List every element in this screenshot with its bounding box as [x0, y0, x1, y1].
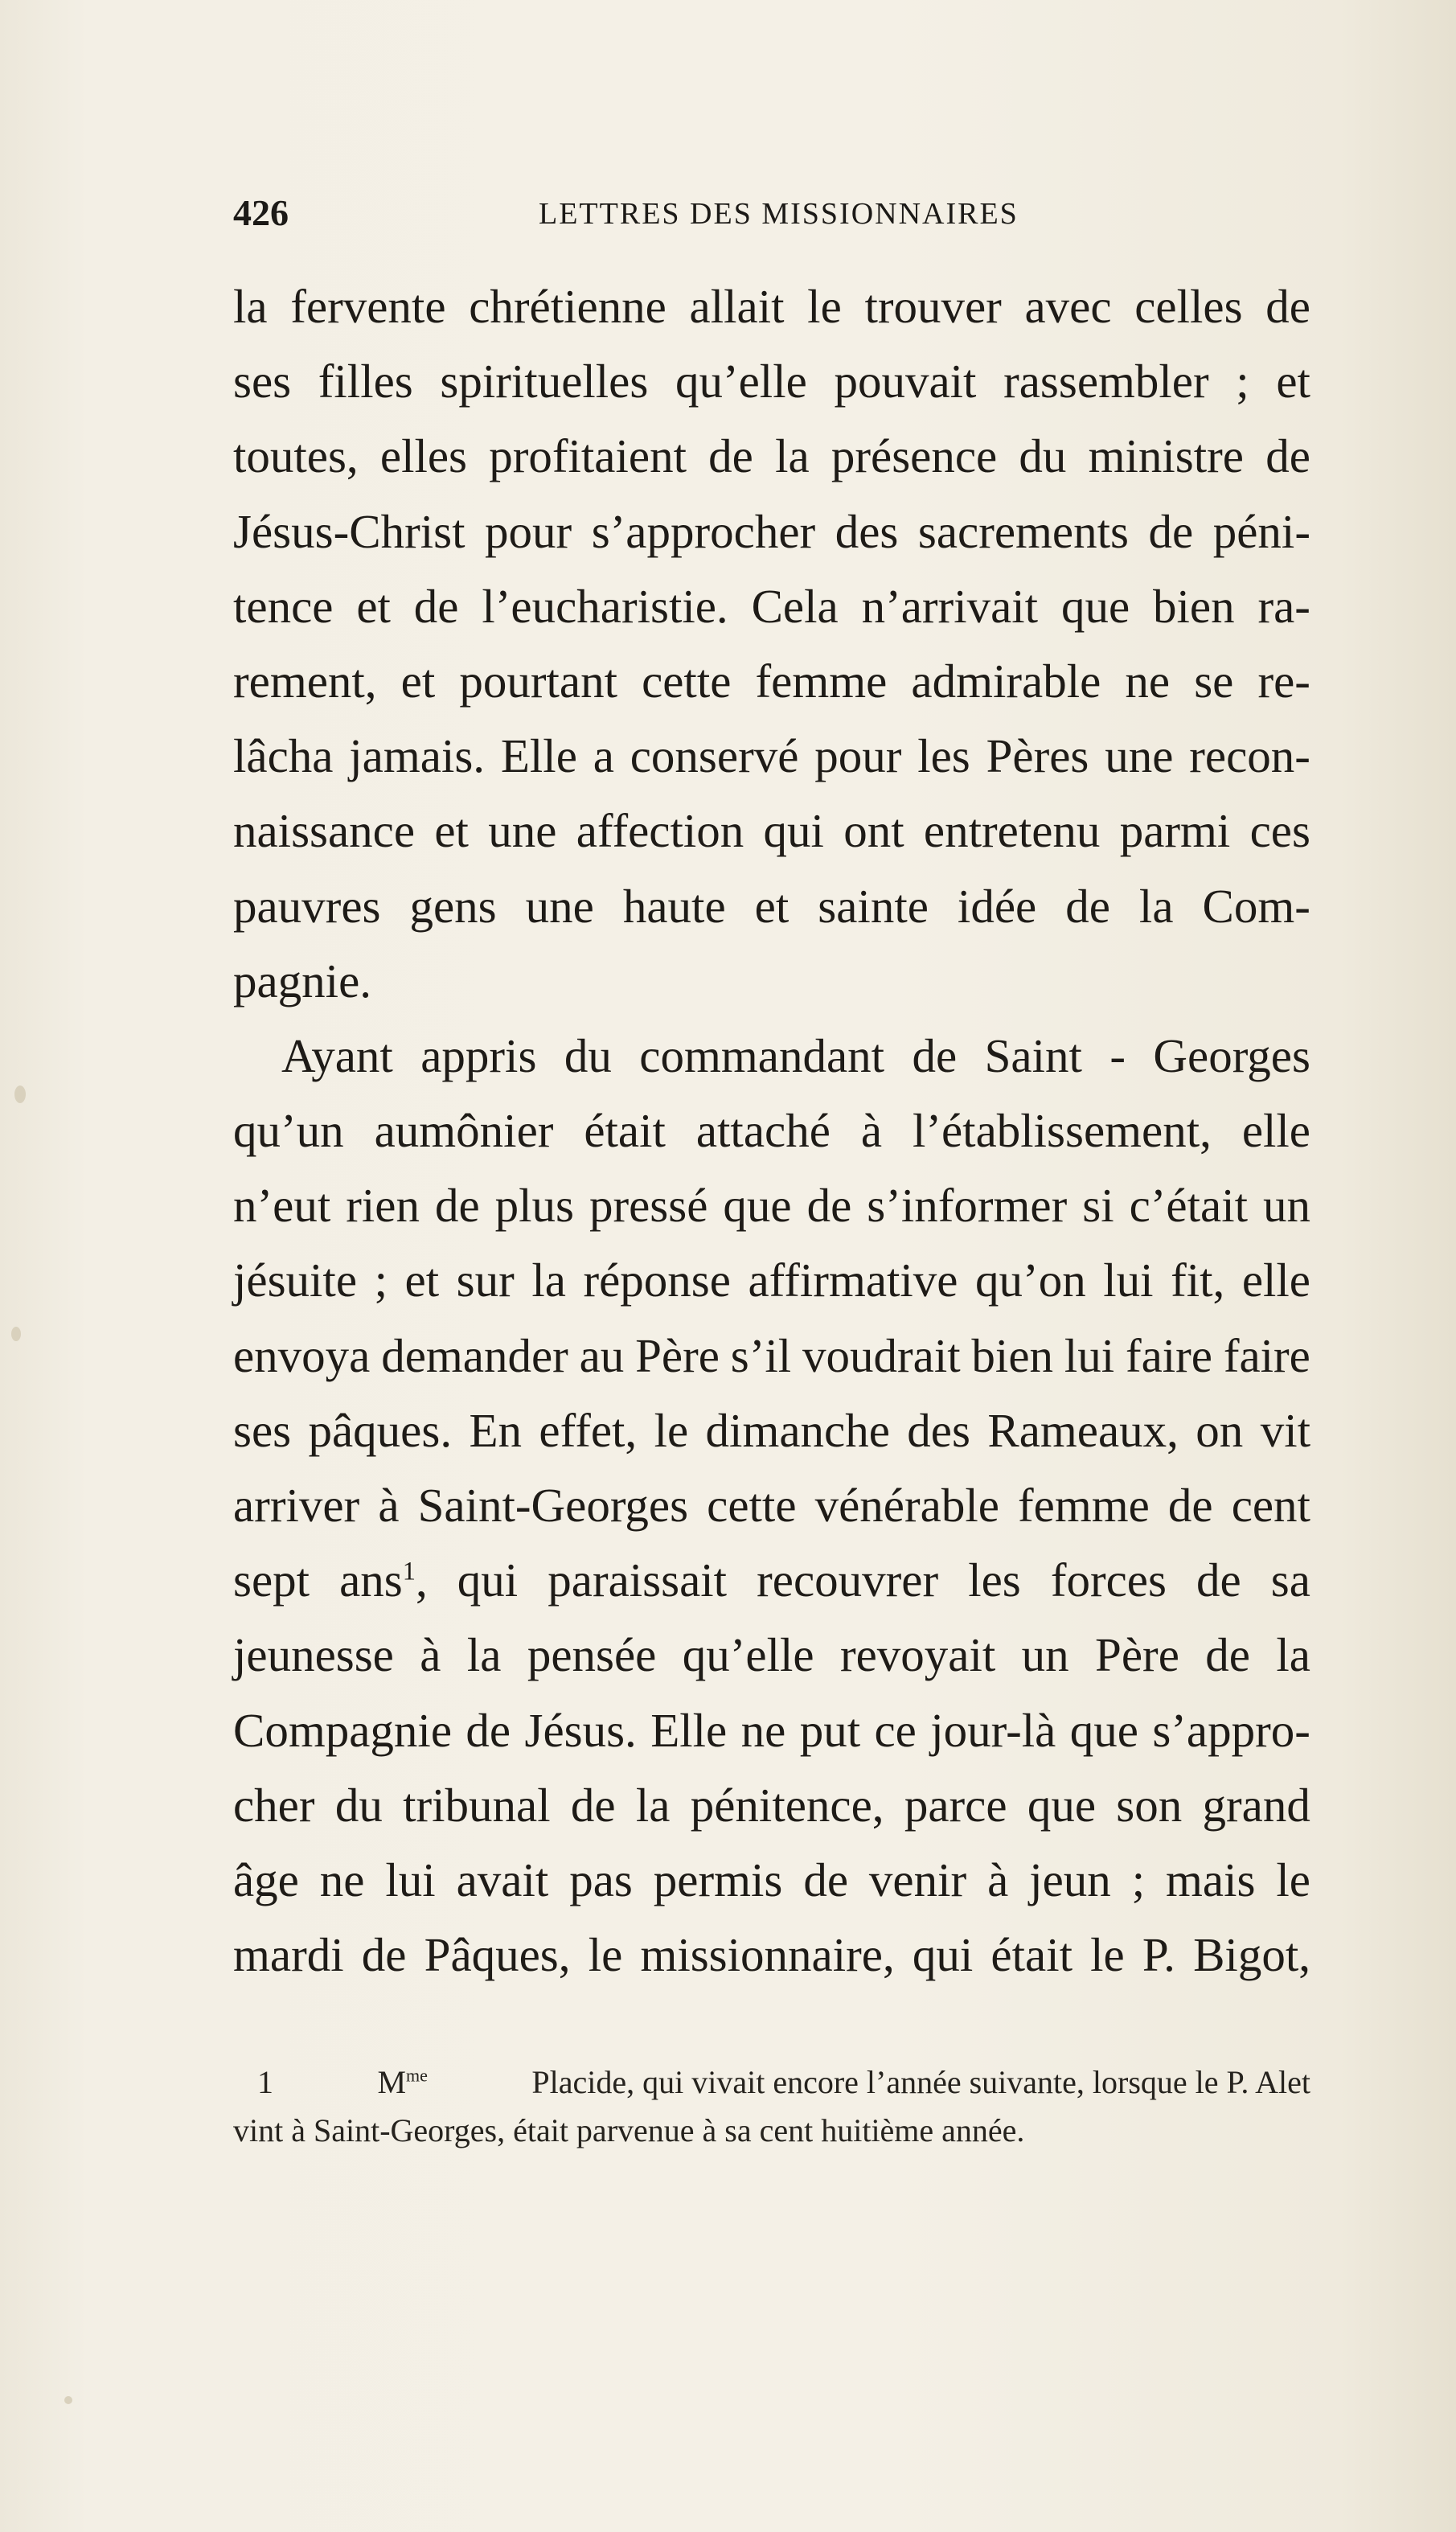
word: qu’elle [675, 355, 807, 408]
word: de [1065, 879, 1110, 933]
word: c’était [1129, 1179, 1248, 1233]
word: arriver [233, 1479, 360, 1532]
text-line [233, 1543, 1310, 1618]
word: lui [385, 1853, 436, 1906]
word: lui [1064, 1328, 1115, 1382]
word: Pères [986, 729, 1089, 783]
word: elles [379, 429, 468, 483]
paper-speck [64, 2396, 72, 2404]
word: du [1019, 429, 1067, 483]
word: faire [1223, 1328, 1310, 1382]
word: s’appro- [1152, 1703, 1310, 1757]
word: aumônier [374, 1104, 554, 1158]
word: le [1090, 1928, 1125, 1982]
word: missionnaire, [640, 1928, 895, 1982]
word: ne [319, 1853, 365, 1906]
word: des [907, 1403, 970, 1457]
word: qui [457, 1553, 519, 1607]
word: faire [1125, 1328, 1212, 1382]
word: idée [957, 879, 1037, 933]
word: à [420, 1628, 441, 1682]
word: une [1105, 729, 1174, 783]
word: présence [831, 429, 998, 483]
word: du [564, 1028, 612, 1082]
word: péni- [1212, 504, 1310, 558]
word: un [1262, 1179, 1310, 1233]
text-line [233, 1693, 1310, 1768]
word: de [708, 429, 753, 483]
word: gens [409, 879, 497, 933]
word: vit [1260, 1403, 1310, 1457]
word: pâques. [308, 1403, 453, 1457]
text-line [233, 1768, 1310, 1843]
word: de [1205, 1628, 1250, 1682]
text-line [233, 569, 1310, 644]
footnote-line-1-rest: Placide, qui vivait encore l’année suivante, lorsque le P. Alet [531, 2064, 1310, 2100]
word: était [584, 1104, 666, 1158]
word: du [334, 1778, 383, 1832]
footnote-title-abbrev: M [377, 2064, 407, 2100]
paper-speck [11, 1327, 21, 1341]
word: admirable [911, 654, 1101, 708]
word: Rameaux, [987, 1403, 1179, 1457]
word: haute [622, 879, 726, 933]
word: re- [1257, 654, 1310, 708]
word: ce [874, 1703, 917, 1757]
text-line [233, 269, 1310, 344]
word: sa [1270, 1553, 1310, 1607]
word: ont [843, 804, 904, 858]
word: - [1109, 1028, 1126, 1082]
word: sur [456, 1254, 515, 1307]
word: attaché [695, 1104, 831, 1158]
word: Père [1095, 1628, 1179, 1682]
word: on [1196, 1403, 1244, 1457]
word: la [233, 280, 268, 333]
word: ne [740, 1703, 786, 1757]
word: de [1196, 1553, 1241, 1607]
footnote-line-2: vint à Saint-Georges, était parvenue à sa cent huitième année. [233, 2112, 1025, 2148]
word: s’il [730, 1328, 792, 1382]
word: de [803, 1853, 848, 1906]
word: le [588, 1928, 623, 1982]
word: commandant [639, 1028, 885, 1082]
word: parmi [1119, 804, 1231, 858]
word: cent [1231, 1479, 1310, 1532]
text-line [233, 1843, 1310, 1918]
word: ra- [1257, 579, 1310, 633]
word: Saint [984, 1028, 1082, 1082]
word: cette [707, 1479, 797, 1532]
word: que [1060, 579, 1130, 633]
word: ans$^1$, [339, 1553, 428, 1607]
word: jeun [1029, 1853, 1111, 1906]
word: le [1276, 1853, 1310, 1906]
word: trouver [864, 280, 1002, 333]
word: pagnie. [233, 954, 372, 1007]
word: de [413, 579, 459, 633]
word: profitaient [489, 429, 687, 483]
word: lui [1103, 1254, 1154, 1307]
word: bien [971, 1328, 1054, 1382]
footnote-line [233, 2058, 1310, 2107]
word: effet, [539, 1403, 638, 1457]
word: avait [456, 1853, 549, 1906]
word: était [990, 1928, 1073, 1982]
word: avec [1024, 280, 1112, 333]
page-header [233, 191, 1310, 248]
word: et [434, 804, 469, 858]
text-line [233, 719, 1310, 794]
word: rement, [233, 654, 377, 708]
word: son [1116, 1778, 1183, 1832]
word: forces [1050, 1553, 1167, 1607]
word: affirmative [748, 1254, 958, 1307]
word: Elle [650, 1703, 728, 1757]
word: femme [1018, 1479, 1150, 1532]
footnote-title-sup: me [406, 2065, 428, 2086]
word: des [835, 504, 899, 558]
word: filles [318, 355, 413, 408]
footnote-line [233, 2107, 1310, 2155]
word: et [404, 1254, 440, 1307]
word: voudrait [802, 1328, 961, 1382]
word: appris [420, 1028, 537, 1082]
word: Pâques, [424, 1928, 571, 1982]
word: toutes, [233, 429, 359, 483]
word: pensée [527, 1628, 657, 1682]
word: de [912, 1028, 958, 1082]
text-line [233, 794, 1310, 868]
word: si [1082, 1179, 1114, 1233]
word: sept [233, 1553, 310, 1607]
word: venir [868, 1853, 967, 1906]
word: elle [1241, 1254, 1310, 1307]
word: celles [1134, 280, 1243, 333]
word: jour-là [930, 1703, 1056, 1757]
word: a [593, 729, 614, 783]
word: que [1069, 1703, 1138, 1757]
text-line [233, 1468, 1310, 1543]
word: et [356, 579, 391, 633]
word: tribunal [403, 1778, 551, 1832]
word: pressé [589, 1179, 708, 1233]
word: de [570, 1778, 616, 1832]
word: dimanche [705, 1403, 890, 1457]
word: de [1167, 1479, 1213, 1532]
word: ses [233, 355, 292, 408]
text-line [233, 1918, 1310, 1992]
footnote-title [377, 2058, 427, 2107]
word: Père [635, 1328, 720, 1382]
word: que [1027, 1778, 1096, 1832]
text-line [233, 494, 1310, 569]
word: sacrements [917, 504, 1129, 558]
word: et [754, 879, 790, 933]
word: s’approcher [591, 504, 816, 558]
word: les [968, 1553, 1021, 1607]
word: envoya [233, 1328, 371, 1382]
word: bien [1153, 579, 1235, 633]
word: conservé [630, 729, 799, 783]
word: au [579, 1328, 625, 1382]
text-line [233, 1019, 1310, 1094]
word: paraissait [548, 1553, 728, 1607]
word: de [361, 1928, 407, 1982]
word: n’eut [233, 1179, 331, 1233]
word: ministre [1088, 429, 1244, 483]
word: rassembler [1003, 355, 1209, 408]
word: un [1021, 1628, 1069, 1682]
word: tence [233, 579, 334, 633]
word: la [775, 429, 810, 483]
word: recon- [1189, 729, 1310, 783]
word: femme [755, 654, 888, 708]
word: pourtant [459, 654, 617, 708]
word: parce [904, 1778, 1007, 1832]
word: lâcha [233, 729, 334, 783]
word: demander [381, 1328, 568, 1382]
word: de [466, 1703, 511, 1757]
text-line [233, 1618, 1310, 1693]
word: réponse [583, 1254, 731, 1307]
word: la [635, 1778, 671, 1832]
text-line [233, 1393, 1310, 1468]
word: spirituelles [440, 355, 649, 408]
word: ne [1125, 654, 1171, 708]
word: allait [689, 280, 785, 333]
word: Bigot, [1193, 1928, 1310, 1982]
text-line [233, 644, 1310, 719]
text-line [233, 1319, 1310, 1393]
text-line [233, 1168, 1310, 1243]
word: En [469, 1403, 523, 1457]
word: la [466, 1628, 502, 1682]
word: et [400, 654, 436, 708]
word: pauvres [233, 879, 381, 933]
word: l’établissement, [912, 1104, 1212, 1158]
word: qui [912, 1928, 974, 1982]
word: pouvait [834, 355, 977, 408]
word: vénérable [814, 1479, 999, 1532]
word: chrétienne [469, 280, 666, 333]
word: revoyait [839, 1628, 996, 1682]
word: jésuite [233, 1254, 358, 1307]
word: P. [1142, 1928, 1175, 1982]
word: une [525, 879, 594, 933]
word: recouvrer [757, 1553, 939, 1607]
text-line [233, 1094, 1310, 1168]
word: elle [1241, 1104, 1310, 1158]
word: que [723, 1179, 792, 1233]
word: sainte [818, 879, 929, 933]
word: Elle [500, 729, 577, 783]
word: qu’elle [682, 1628, 814, 1682]
word: pénitence, [690, 1778, 884, 1832]
footnote-marker: 1 [257, 2064, 273, 2100]
word: Jésus. [524, 1703, 637, 1757]
word: et [1276, 355, 1310, 408]
word: Georges [1153, 1028, 1310, 1082]
text-line [233, 1243, 1310, 1318]
word: rien [346, 1179, 420, 1233]
word: naissance [233, 804, 416, 858]
word: put [799, 1703, 861, 1757]
word: pas [569, 1853, 633, 1906]
word: le [654, 1403, 689, 1457]
word: s’informer [867, 1179, 1068, 1233]
word: pour [814, 729, 902, 783]
word: fervente [290, 280, 446, 333]
word: ; [374, 1254, 388, 1307]
footnote [233, 2058, 1310, 2155]
word: Saint-Georges [417, 1479, 689, 1532]
word: la [531, 1254, 566, 1307]
word: jamais. [349, 729, 486, 783]
text-line [233, 944, 1310, 1019]
word: pour [485, 504, 572, 558]
running-title: LETTRES DES MISSIONNAIRES [539, 197, 1019, 231]
word: jeunesse [233, 1628, 394, 1682]
word: qui [763, 804, 824, 858]
word: de [434, 1179, 480, 1233]
text-line [233, 344, 1310, 419]
word: à [987, 1853, 1009, 1906]
word: qu’on [975, 1254, 1086, 1307]
word: ; [1131, 1853, 1146, 1906]
word: les [917, 729, 970, 783]
word: qu’un [233, 1104, 344, 1158]
footnote-ref: 1 [402, 1557, 416, 1586]
word: ces [1249, 804, 1310, 858]
word: Cela [751, 579, 839, 633]
word: le [807, 280, 842, 333]
word: ; [1236, 355, 1249, 408]
word: n’arrivait [861, 579, 1039, 633]
word: mardi [233, 1928, 344, 1982]
word: fit, [1171, 1254, 1225, 1307]
word: une [488, 804, 557, 858]
word: âge [233, 1853, 299, 1906]
word: se [1194, 654, 1234, 708]
word: grand [1202, 1778, 1310, 1832]
word: cette [642, 654, 732, 708]
body-text [233, 269, 1310, 1992]
word: plus [494, 1179, 574, 1233]
word: l’eucharistie. [482, 579, 728, 633]
word: Ayant [281, 1028, 393, 1082]
word: mais [1166, 1853, 1256, 1906]
word: ses [233, 1403, 292, 1457]
word: de [806, 1179, 852, 1233]
word: entretenu [923, 804, 1101, 858]
paper-speck [14, 1085, 26, 1103]
word: permis [653, 1853, 783, 1906]
word: Com- [1202, 879, 1310, 933]
word: Jésus-Christ [233, 504, 466, 558]
word: à [860, 1104, 883, 1158]
word: Compagnie [233, 1703, 453, 1757]
word: à [378, 1479, 400, 1532]
word: de [1265, 429, 1310, 483]
word: la [1276, 1628, 1310, 1682]
text-line [233, 869, 1310, 944]
word: de [1265, 280, 1310, 333]
word: de [1148, 504, 1194, 558]
text-line [233, 419, 1310, 494]
word: affection [576, 804, 744, 858]
word: la [1138, 879, 1174, 933]
page-number: 426 [233, 192, 289, 233]
word: cher [233, 1778, 315, 1832]
